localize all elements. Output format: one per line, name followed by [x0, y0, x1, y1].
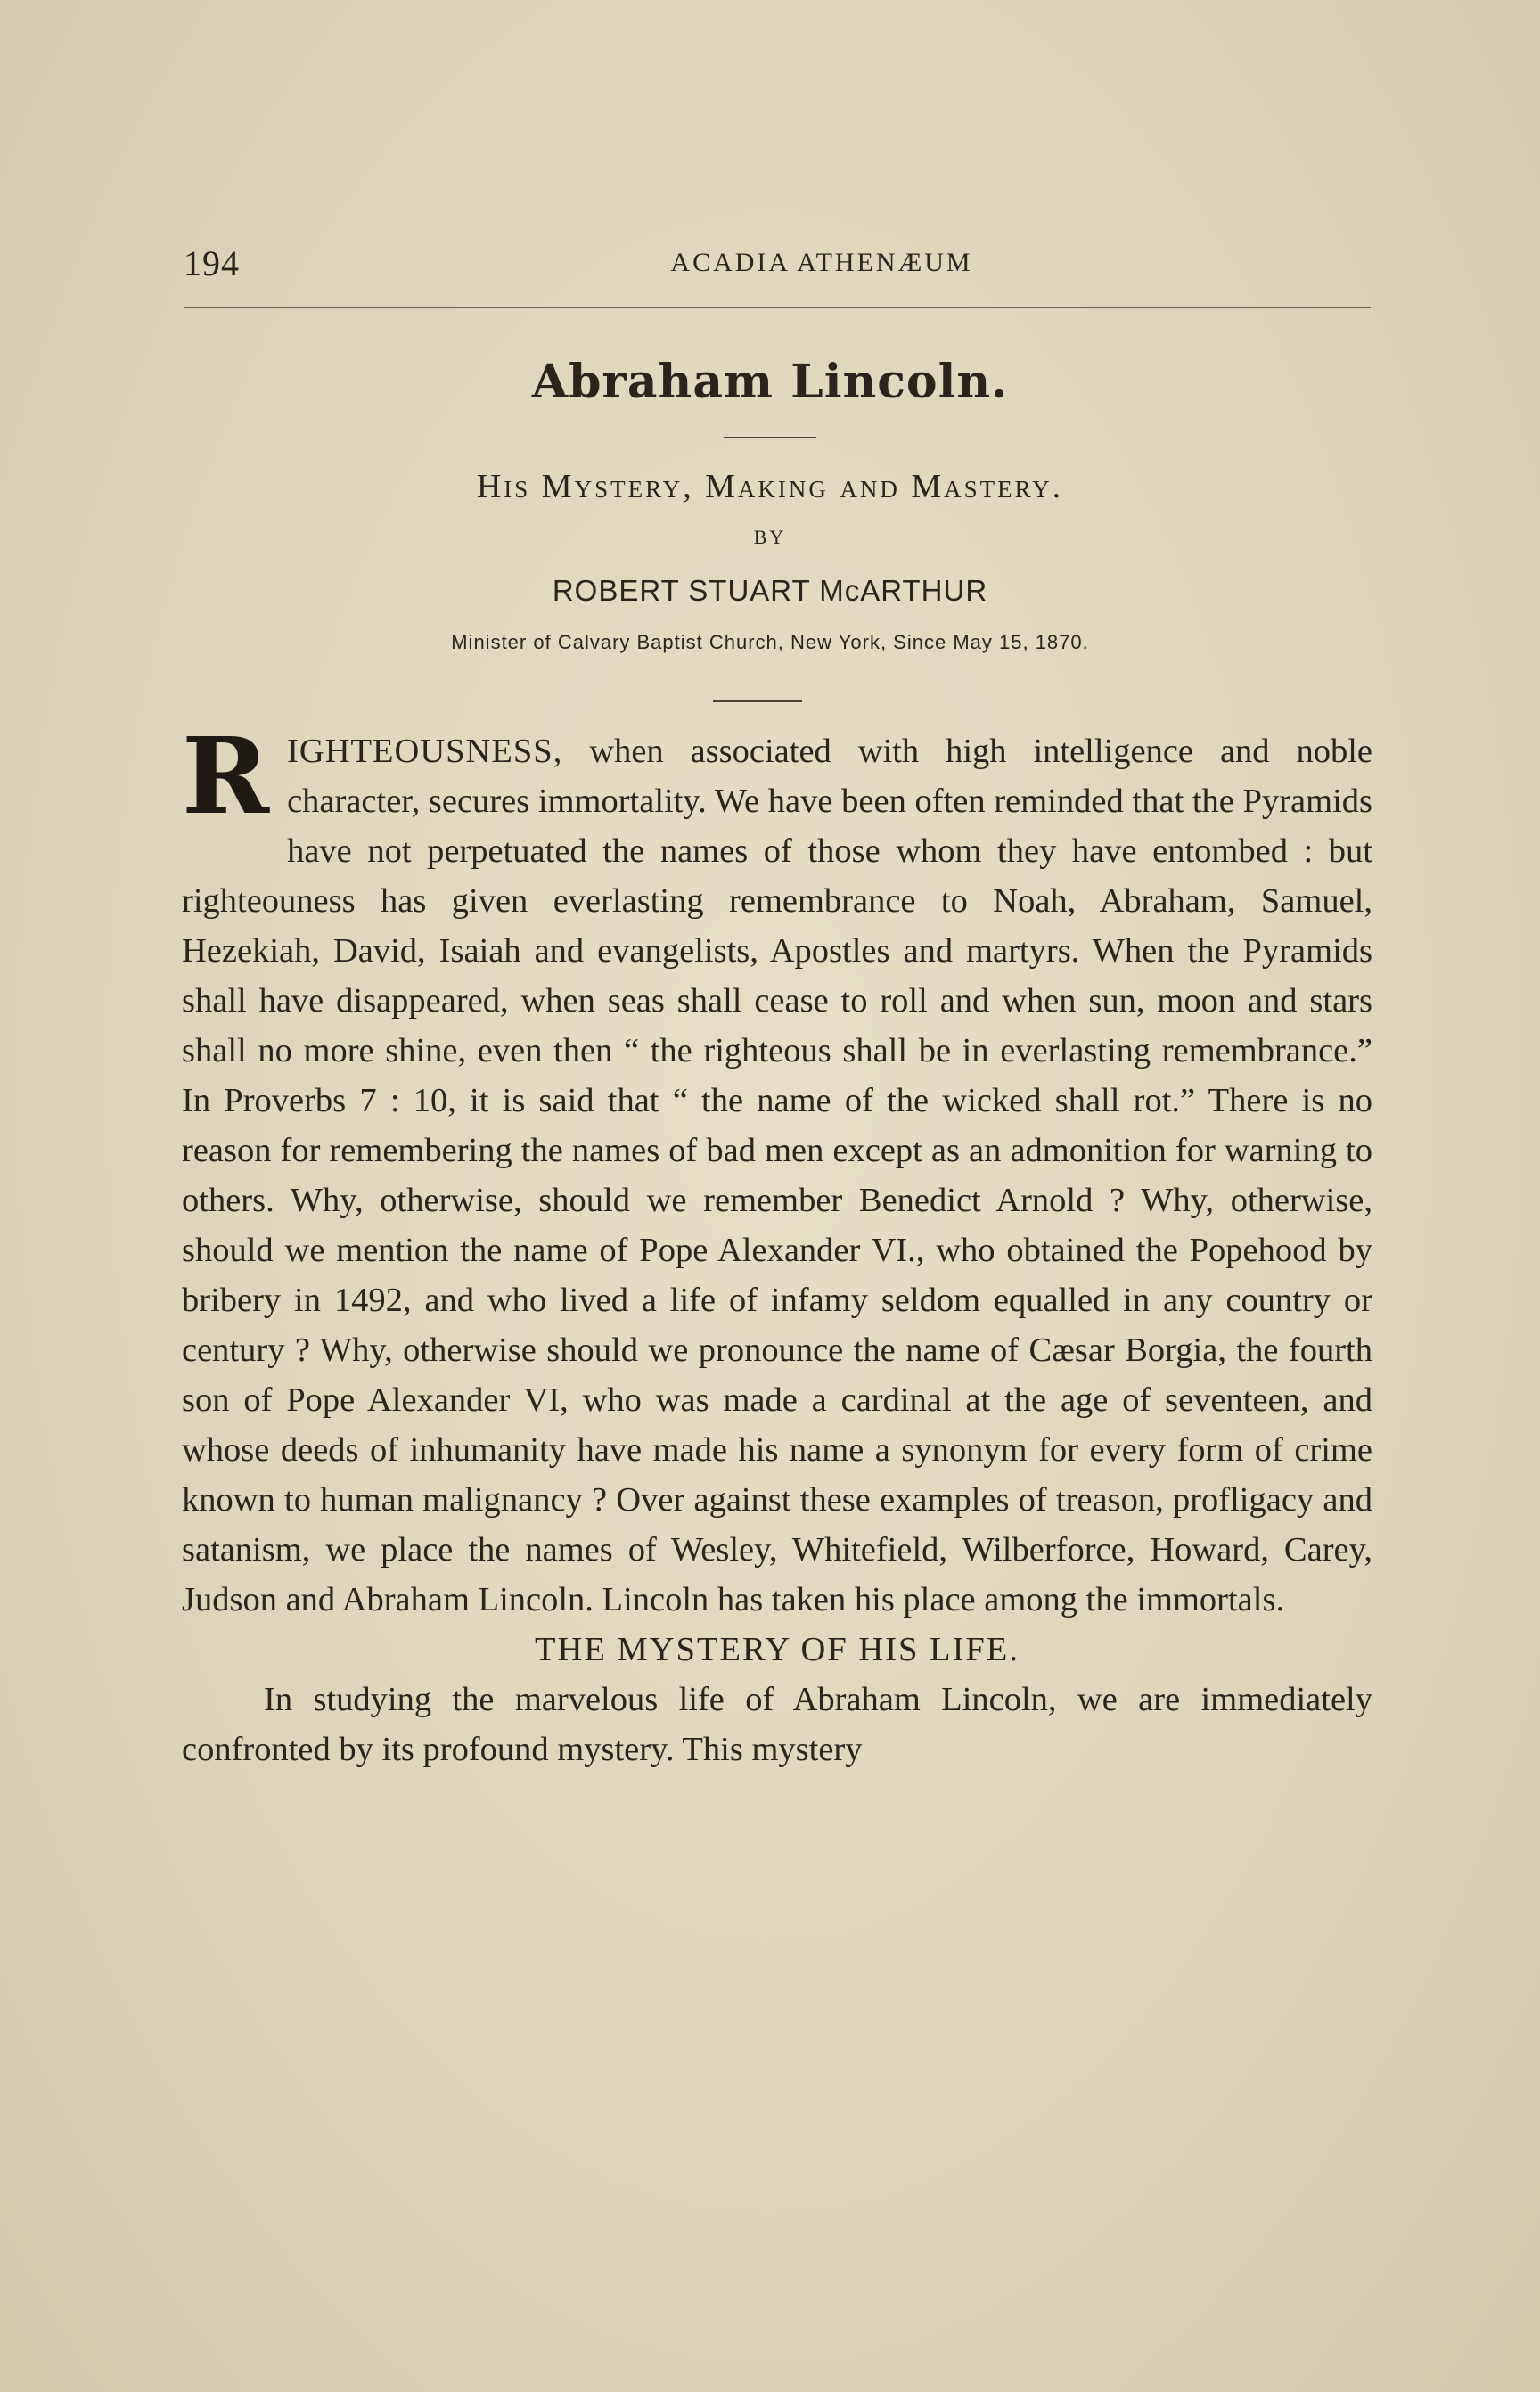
article-subtitle: His Mystery, Making and Mastery. [476, 468, 1064, 505]
first-word: IGHTEOUSNESS, [287, 733, 563, 770]
article-body [182, 714, 1372, 1774]
paragraph-1 [182, 714, 1372, 1625]
title-divider [724, 437, 816, 438]
paragraph-2: In studying the marvelous life of Abraham Lincoln, we are immediately confronted by its profound mystery. This mystery [182, 1681, 1372, 1768]
header-rule [184, 307, 1371, 308]
author-name: ROBERT STUART McARTHUR [552, 574, 988, 607]
page-number: 194 [184, 243, 240, 283]
paragraph-1-text: when associated with high intelligence and noble character, secures immortality. We have been often reminded that the Pyramids have not perpetuated the names of those whom they have entombed : but righteouness has given everlasting remembrance to Noah, Abraham, Samuel, Hezekiah, David, Isaiah and evangelists, Apostles and martyrs. When the Pyramids shall have disappeared, when seas shall cease to roll and when sun, moon and stars shall no more shine, even then “ the righteous shall be in everlasting remembrance.” In Proverbs 7 : 10, it is said that “ the name of the wicked shall rot.” There is no reason for remembering the names of bad men except as an admonition for warning to others. Why, otherwise, should we remember Benedict Arnold ? Why, otherwise, should we mention the name of Pope Alexander VI., who obtained the Popehood by bribery in 1492, and who lived a life of infamy seldom equalled in any country or century ? Why, otherwise should we pronounce the name of Cæsar Borgia, the fourth son of Pope Alexander VI, who was made a cardinal at the age of seventeen, and whose deeds of inhumanity have made his name a synonym for every form of crime known to human malignancy ? Over against these examples of treason, profligacy and satanism, we place the names of Wesley, Whitefield, Wilberforce, Howard, Carey, Judson and Abraham Lincoln. Lincoln has taken his place among the immortals. [182, 733, 1372, 1618]
running-head [184, 242, 1371, 287]
section-heading: THE MYSTERY OF HIS LIFE. [535, 1631, 1020, 1668]
drop-cap: R [182, 714, 270, 838]
author-note: Minister of Calvary Baptist Church, New York, Since May 15, 1870. [451, 631, 1089, 653]
by-line: BY [753, 526, 787, 548]
journal-title: ACADIA ATHENÆUM [670, 248, 973, 277]
section-divider [713, 700, 802, 702]
article-title: Abraham Lincoln. [531, 355, 1009, 409]
